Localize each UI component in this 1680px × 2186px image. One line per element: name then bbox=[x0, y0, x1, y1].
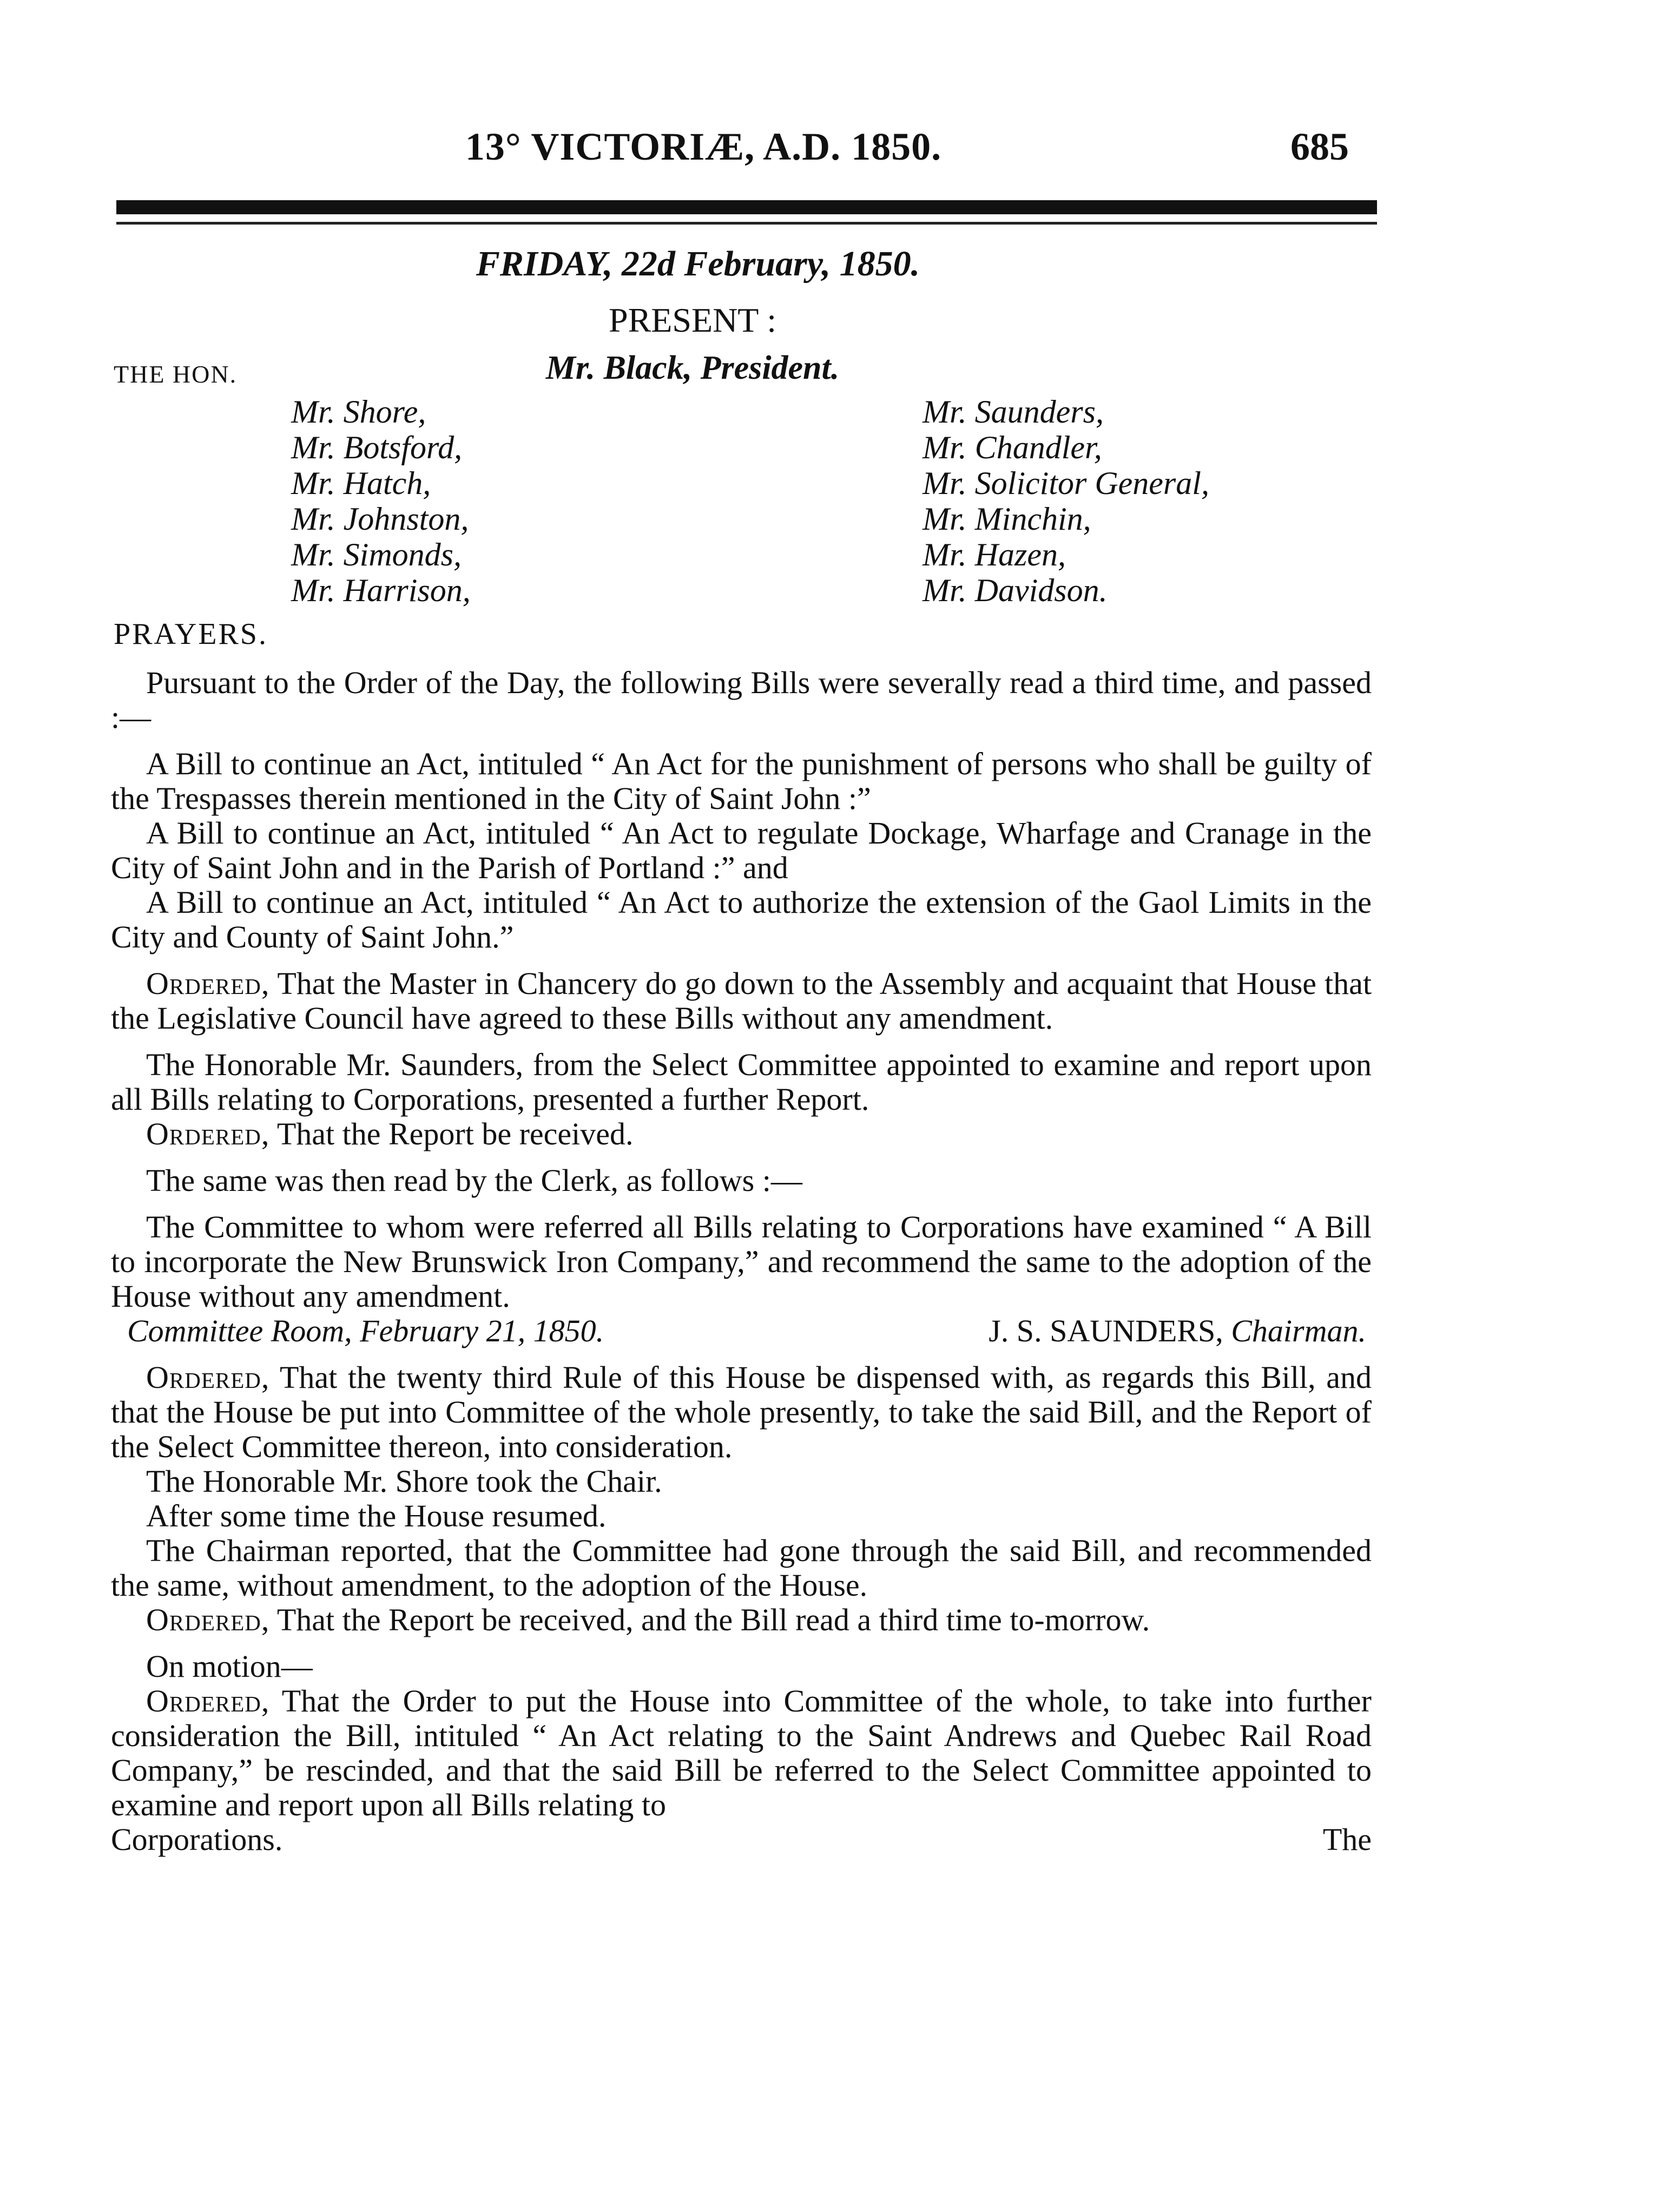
member-left: Mr. Hatch, bbox=[291, 465, 431, 501]
catchword: The bbox=[1322, 1822, 1372, 1857]
ordered-lead: Ordered, bbox=[146, 966, 270, 1001]
member-left: Mr. Botsford, bbox=[291, 430, 463, 465]
signatory bbox=[989, 1314, 1366, 1348]
paragraph bbox=[111, 1117, 1372, 1151]
ordered-lead: Ordered, bbox=[146, 1683, 270, 1718]
ordered-lead: Ordered, bbox=[146, 1116, 270, 1151]
ordered-lead: Ordered, bbox=[146, 1360, 270, 1395]
member-right: Mr. Saunders, bbox=[923, 394, 1104, 430]
member-left: Mr. Harrison, bbox=[291, 572, 471, 608]
paragraph: The Honorable Mr. Shore took the Chair. bbox=[146, 1464, 662, 1499]
paragraph-text: That the Order to put the House into Committee of the whole, to take into further consideration the Bill, intituled “ An Act relating to the Saint Andrews and Quebec Rail Road Company,” be rescinded, and that the said Bill be referred to the Select Committee appointed to examine and report upon all Bills relating to bbox=[111, 1683, 1372, 1822]
paragraph: A Bill to continue an Act, intituled “ An Act to regulate Dockage, Wharfage and Cranage in the City of Saint John and in the Parish of Portland :” and bbox=[111, 815, 1372, 885]
ordered-lead: Ordered, bbox=[146, 1602, 270, 1637]
paragraph bbox=[111, 966, 1372, 1036]
header-rule-thin bbox=[116, 222, 1377, 225]
paragraph-text: That the twenty third Rule of this House be dispensed with, as regards this Bill, and that the House be put into Committee of the whole presently, to take the said Bill, and the Report of the Select Committee thereon, into consideration. bbox=[111, 1360, 1372, 1464]
signatory-title: Chairman. bbox=[1231, 1313, 1366, 1348]
signature-line bbox=[111, 1314, 1372, 1348]
member-left: Mr. Simonds, bbox=[291, 537, 462, 572]
prayers-heading: PRAYERS. bbox=[114, 617, 268, 651]
date-line: FRIDAY, 22d February, 1850. bbox=[476, 244, 920, 284]
member-right: Mr. Davidson. bbox=[923, 572, 1108, 608]
signatory-name: J. S. SAUNDERS, bbox=[989, 1313, 1223, 1348]
paragraph: After some time the House resumed. bbox=[146, 1498, 607, 1533]
page-number: 685 bbox=[1290, 125, 1349, 168]
member-right: Mr. Hazen, bbox=[923, 537, 1066, 572]
paragraph: The same was then read by the Clerk, as follows :— bbox=[146, 1163, 802, 1198]
paragraph-end: Corporations. bbox=[111, 1822, 283, 1857]
paragraph: Pursuant to the Order of the Day, the following Bills were severally read a third time, and passed :— bbox=[111, 665, 1372, 735]
the-hon-label: THE HON. bbox=[114, 360, 238, 388]
final-line bbox=[111, 1822, 1372, 1857]
paragraph bbox=[111, 1603, 1372, 1637]
running-header-title: 13° VICTORIÆ, A.D. 1850. bbox=[465, 125, 942, 168]
header-rule-thick bbox=[116, 200, 1377, 214]
committee-room-date: Committee Room, February 21, 1850. bbox=[127, 1313, 604, 1348]
member-left: Mr. Johnston, bbox=[291, 501, 469, 537]
paragraph-text: That the Report be received, and the Bill read a third time to-morrow. bbox=[269, 1602, 1150, 1637]
member-left: Mr. Shore, bbox=[291, 394, 426, 430]
paragraph: The Committee to whom were referred all Bills relating to Corporations have examined “ A Bill to incorporate the New Brunswick Iron Company,” and recommend the same to the adoption of the House without any amendment. bbox=[111, 1209, 1372, 1314]
paragraph: A Bill to continue an Act, intituled “ An Act to authorize the extension of the Gaol Limits in the City and County of Saint John.” bbox=[111, 885, 1372, 954]
paragraph: On motion— bbox=[146, 1649, 313, 1684]
paragraph bbox=[111, 1684, 1372, 1822]
member-right: Mr. Minchin, bbox=[923, 501, 1091, 537]
body-text bbox=[111, 666, 1372, 1857]
president-line: Mr. Black, President. bbox=[545, 350, 840, 386]
present-heading: PRESENT : bbox=[609, 301, 776, 339]
paragraph: A Bill to continue an Act, intituled “ An Act for the punishment of persons who shall be guilty of the Trespasses therein mentioned in the City of Saint John :” bbox=[111, 746, 1372, 816]
member-right: Mr. Chandler, bbox=[923, 430, 1102, 465]
member-right: Mr. Solicitor General, bbox=[923, 465, 1209, 501]
paragraph bbox=[111, 1360, 1372, 1464]
paragraph-text: That the Report be received. bbox=[269, 1116, 634, 1151]
paragraph: The Honorable Mr. Saunders, from the Select Committee appointed to examine and report upon all Bills relating to Corporations, presented a further Report. bbox=[111, 1047, 1372, 1117]
paragraph: The Chairman reported, that the Committee had gone through the said Bill, and recommended the same, without amendment, to the adoption of the House. bbox=[111, 1533, 1372, 1603]
paragraph-text: That the Master in Chancery do go down to the Assembly and acquaint that House that the Legislative Council have agreed to these Bills without any amendment. bbox=[111, 966, 1372, 1036]
